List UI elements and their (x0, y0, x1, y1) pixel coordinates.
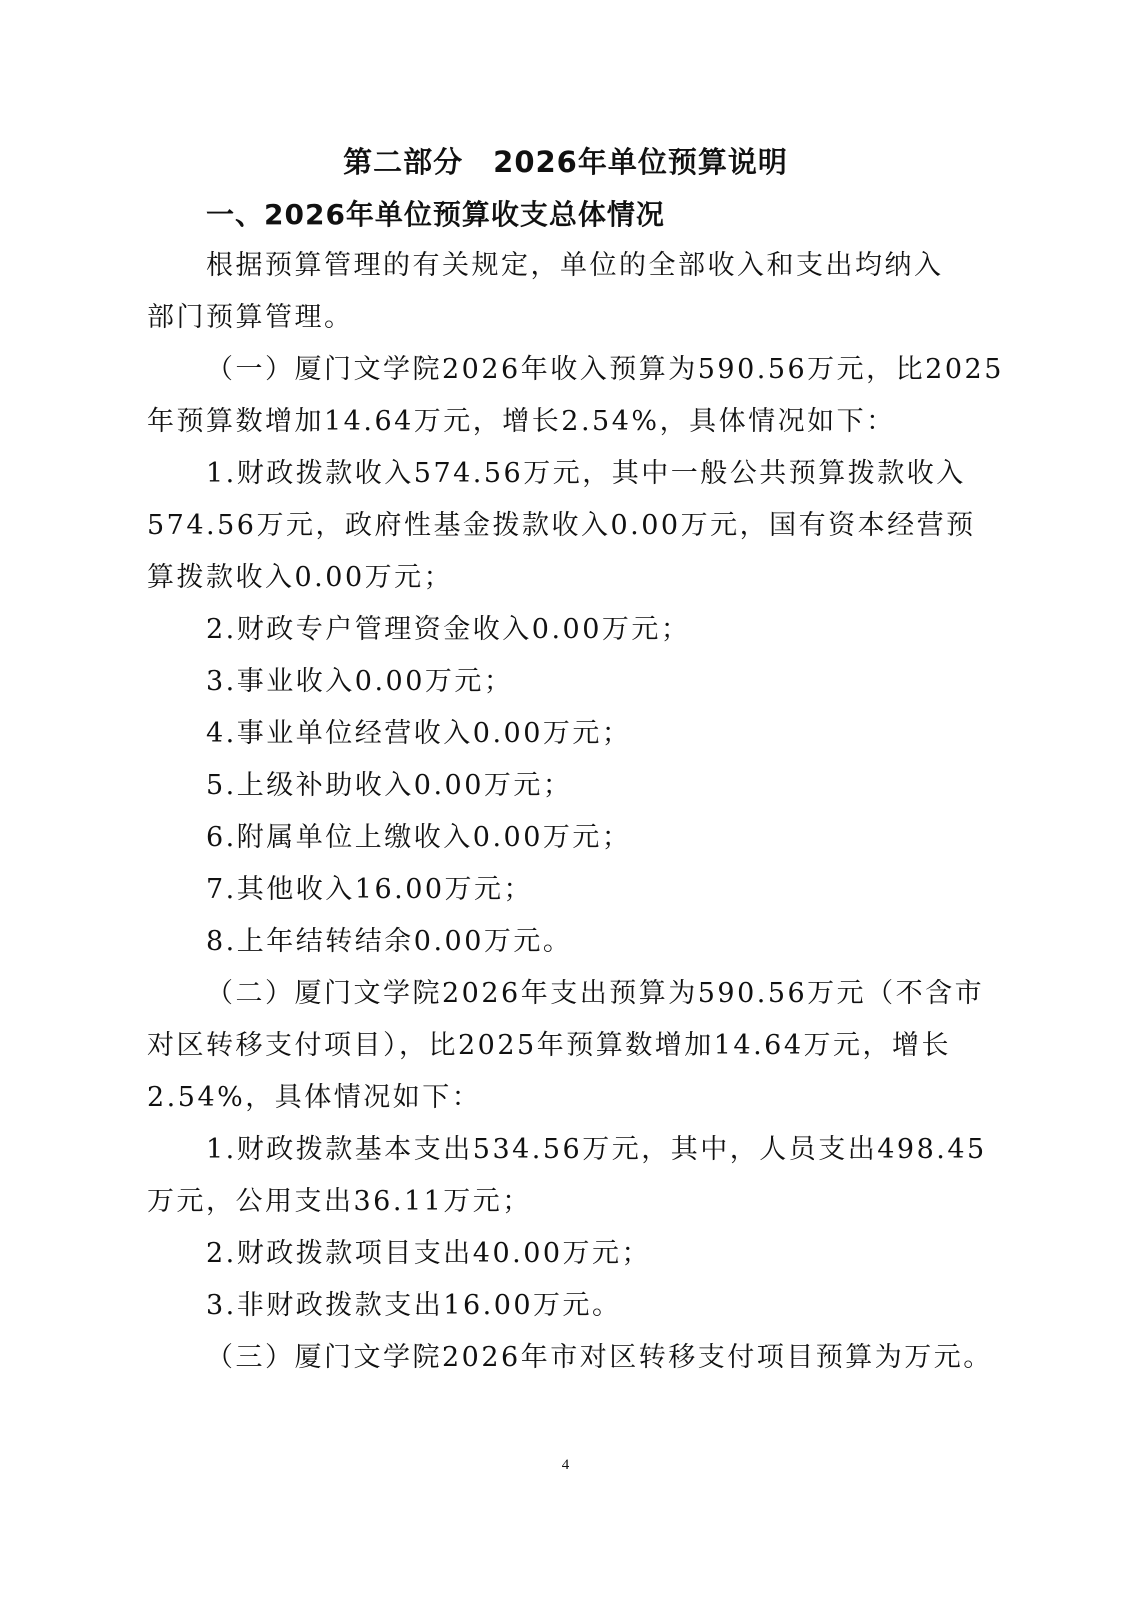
body-line-22: （三）厦门文学院2026年市对区转移支付项目预算为万元。 (206, 1342, 993, 1373)
body-line-19: 万元，公用支出36.11万元； (147, 1186, 532, 1217)
body-line-12: 6.附属单位上缴收入0.00万元； (206, 822, 632, 853)
body-line-18: 1.财政拨款基本支出534.56万元，其中，人员支出498.45 (206, 1134, 987, 1165)
body-line-21: 3.非财政拨款支出16.00万元。 (206, 1290, 622, 1321)
page-title: 第二部分 2026年单位预算说明 (343, 145, 788, 179)
body-line-13: 7.其他收入16.00万元； (206, 874, 534, 905)
body-line-14: 8.上年结转结余0.00万元。 (206, 926, 573, 957)
body-line-20: 2.财政拨款项目支出40.00万元； (206, 1238, 652, 1269)
body-line-4: 年预算数增加14.64万元，增长2.54%，具体情况如下： (147, 406, 896, 437)
body-line-16: 对区转移支付项目），比2025年预算数增加14.64万元，增长 (147, 1030, 952, 1061)
body-line-2: 部门预算管理。 (147, 302, 354, 333)
body-line-1: 根据预算管理的有关规定，单位的全部收入和支出均纳入 (206, 250, 944, 281)
body-line-3: （一）厦门文学院2026年收入预算为590.56万元，比2025 (206, 354, 1004, 385)
body-line-15: （二）厦门文学院2026年支出预算为590.56万元（不含市 (206, 978, 985, 1009)
body-line-7: 算拨款收入0.00万元； (147, 562, 454, 593)
body-line-6: 574.56万元，政府性基金拨款收入0.00万元，国有资本经营预 (147, 510, 976, 541)
body-line-5: 1.财政拨款收入574.56万元，其中一般公共预算拨款收入 (206, 458, 966, 489)
body-line-10: 4.事业单位经营收入0.00万元； (206, 718, 632, 749)
body-line-9: 3.事业收入0.00万元； (206, 666, 514, 697)
body-line-17: 2.54%，具体情况如下： (147, 1082, 482, 1113)
body-line-11: 5.上级补助收入0.00万元； (206, 770, 573, 801)
section-heading: 一、2026年单位预算收支总体情况 (206, 198, 665, 231)
page-number: 4 (561, 1457, 570, 1473)
body-line-8: 2.财政专户管理资金收入0.00万元； (206, 614, 691, 645)
